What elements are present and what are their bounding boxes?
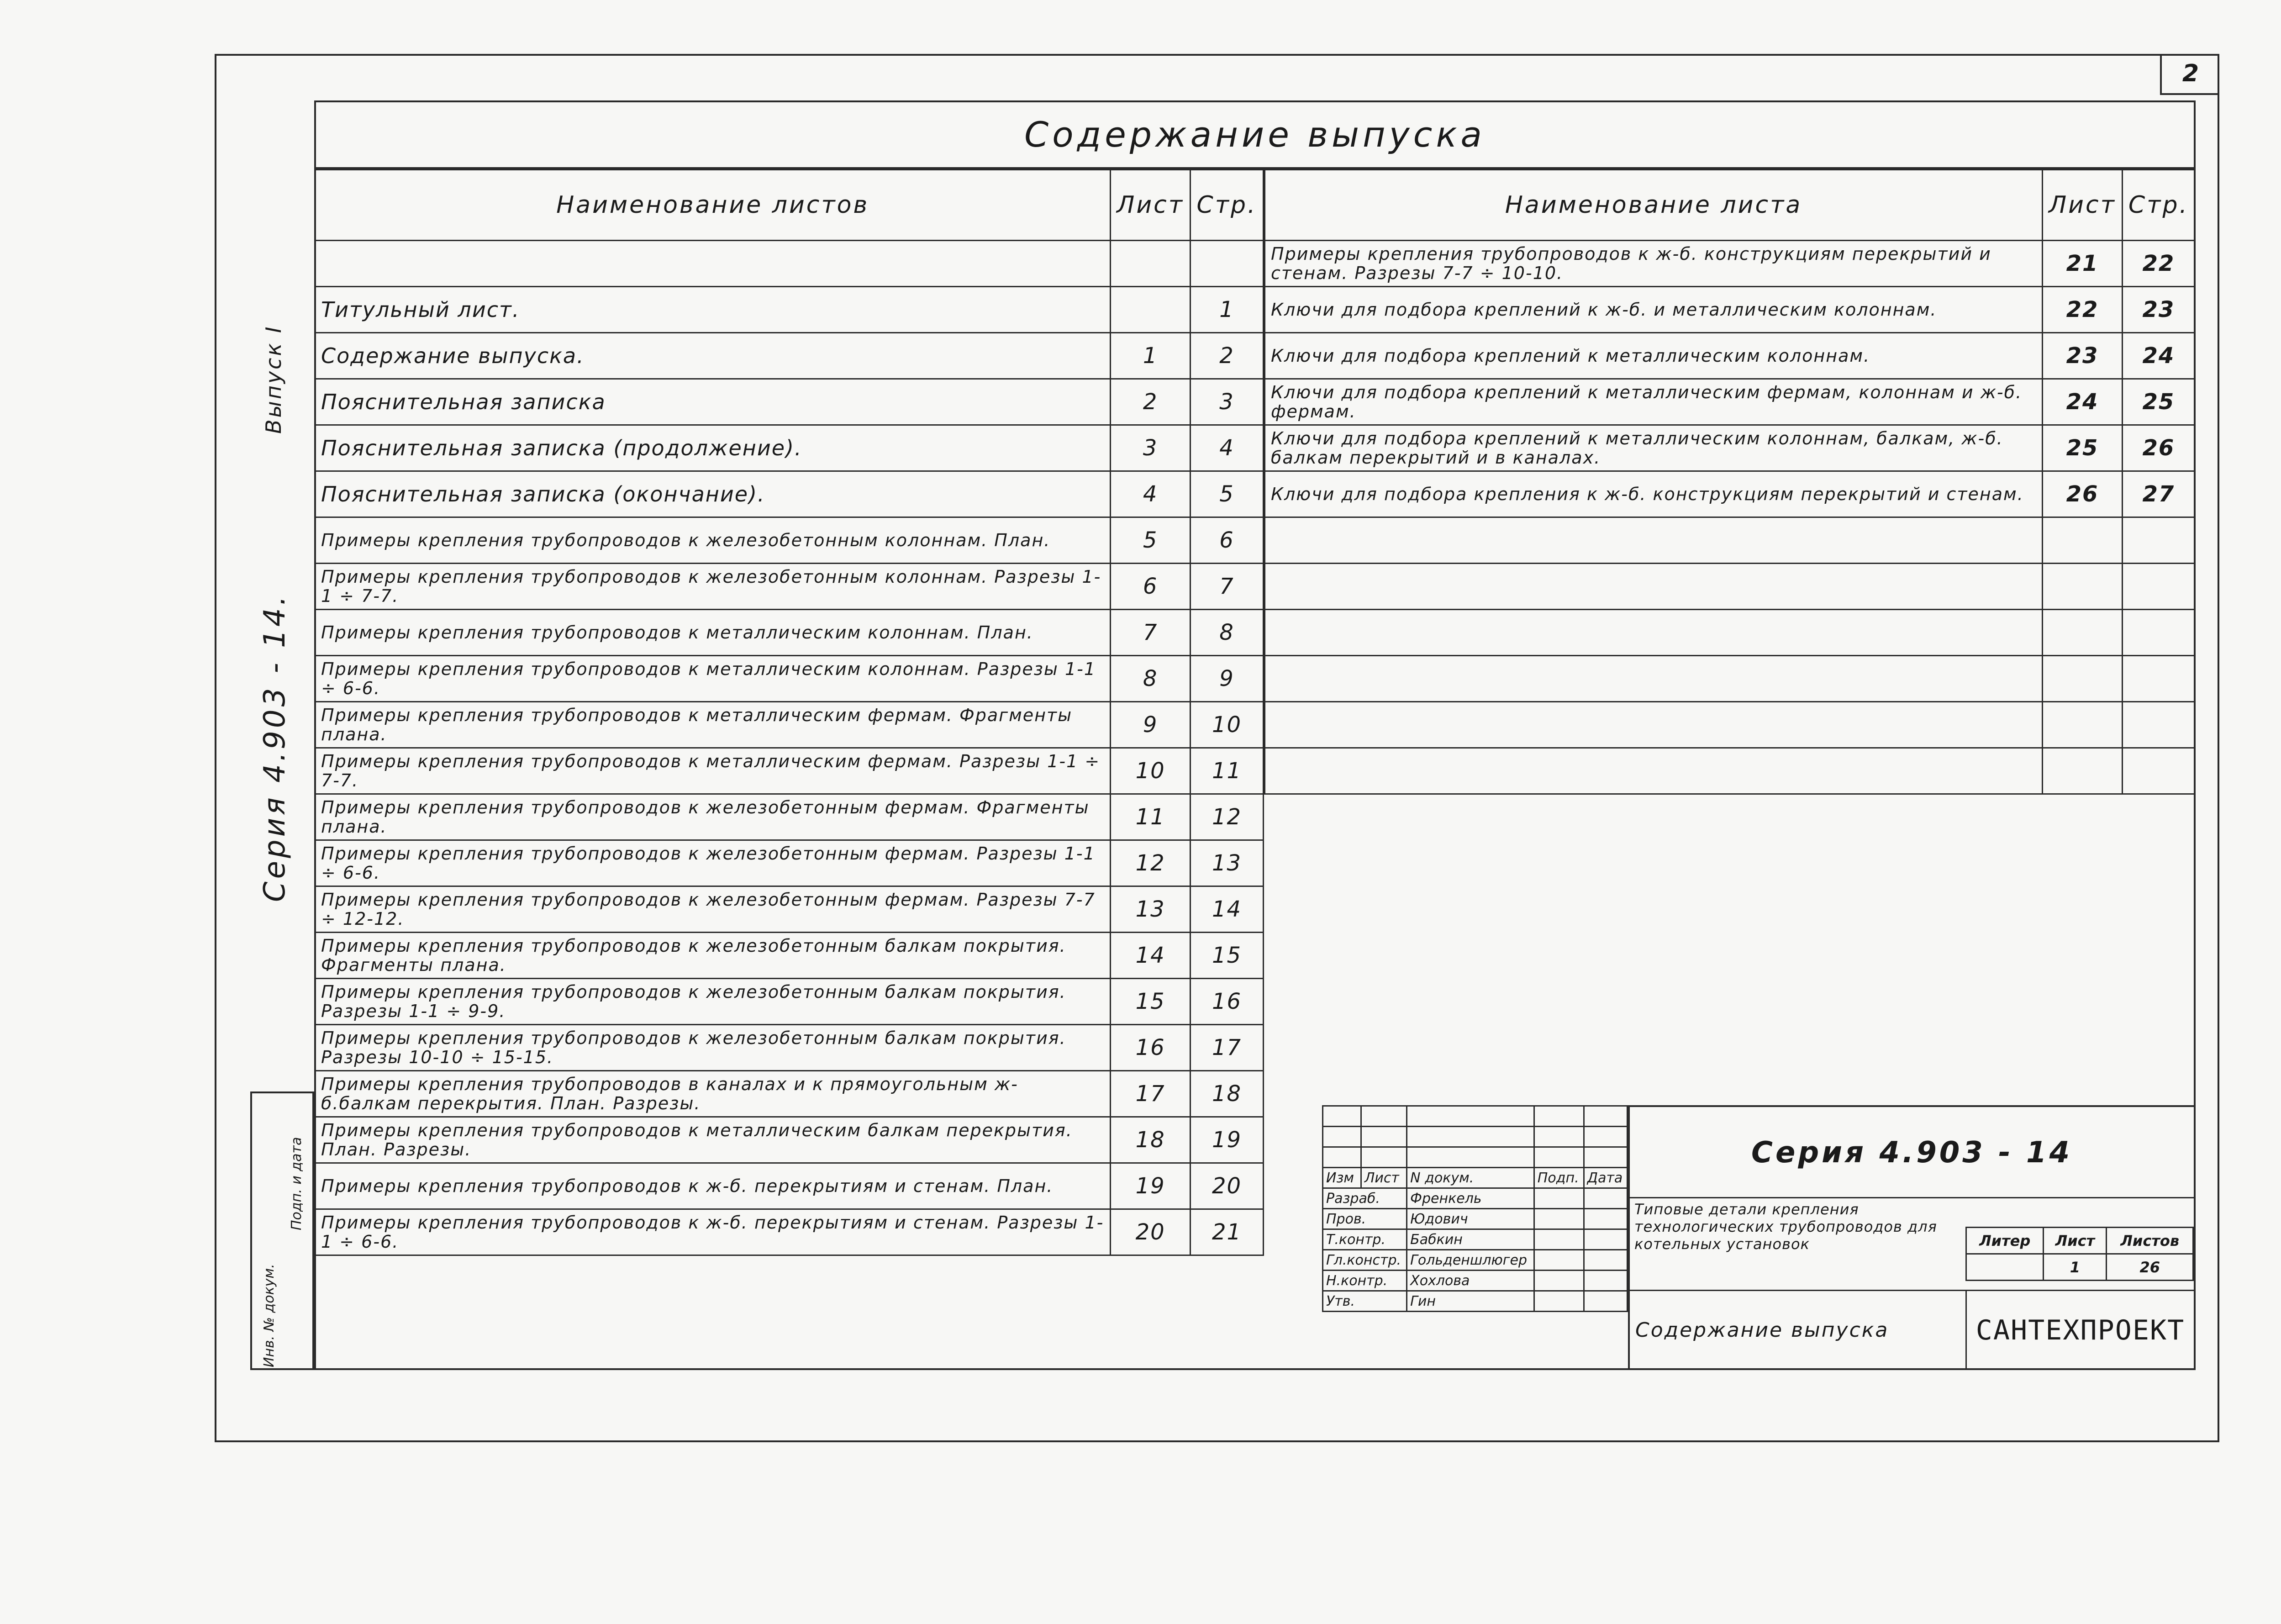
signature	[1534, 1250, 1584, 1271]
cell-name: Содержание выпуска.	[315, 333, 1111, 379]
blank-cell	[1584, 1127, 1627, 1147]
cell-name: Примеры крепления трубопроводов к железобетонным колоннам. Разрезы 1-1 ÷ 7-7.	[315, 564, 1111, 610]
cell-page: 13	[1191, 840, 1264, 886]
cell-sheet: 19	[1111, 1163, 1191, 1209]
cell-sheet	[1111, 241, 1191, 287]
cell-page: 22	[2122, 241, 2195, 287]
series-designation: Серия 4.903 - 14	[1630, 1107, 2194, 1198]
signer-name: Юдович	[1407, 1209, 1534, 1229]
cell-sheet: 1	[1111, 333, 1191, 379]
cell-sheet: 25	[2043, 425, 2123, 471]
cell-page: 3	[1191, 379, 1264, 425]
cell-sheet: 20	[1111, 1209, 1191, 1255]
signer-name: Гольденшлюгер	[1407, 1250, 1534, 1271]
table-row	[315, 886, 1264, 933]
cell-sheet: 15	[1111, 979, 1191, 1025]
table-row	[1265, 471, 2195, 517]
table-row	[1265, 241, 2195, 287]
cell-sheet: 16	[1111, 1025, 1191, 1071]
date-cell	[1584, 1229, 1627, 1250]
cell-page	[2122, 748, 2195, 794]
cell-name: Ключи для подбора креплений к металлическим фермам, колоннам и ж-б. фермам.	[1265, 379, 2043, 425]
cell-sheet	[1111, 287, 1191, 333]
cell-name: Примеры крепления трубопроводов к ж-б. конструкциям перекрытий и стенам. Разрезы 7-7 ÷ 10-10.	[1265, 241, 2043, 287]
series-side-label: Серия 4.903 - 14.	[258, 593, 292, 902]
table-row	[315, 979, 1264, 1025]
cell-sheet	[2043, 610, 2123, 656]
cell-sheet: 11	[1111, 794, 1191, 840]
table-row	[1265, 425, 2195, 471]
cell-name	[1265, 564, 2043, 610]
signer-role: Разраб.	[1323, 1188, 1407, 1209]
cell-sheet: 7	[1111, 610, 1191, 656]
cell-name: Примеры крепления трубопроводов к металлическим балкам перекрытия. План. Разрезы.	[315, 1117, 1111, 1163]
issue-label: Выпуск I	[261, 325, 286, 434]
cell-sheet	[2043, 517, 2123, 564]
signer-row	[1323, 1188, 1628, 1209]
cell-sheet: 23	[2043, 333, 2123, 379]
approval-header-row	[1323, 1168, 1628, 1188]
blank-cell	[1407, 1106, 1534, 1127]
cell-sheet: 22	[2043, 287, 2123, 333]
blank-cell	[1323, 1127, 1361, 1147]
cell-page: 21	[1191, 1209, 1264, 1255]
signer-role: Пров.	[1323, 1209, 1407, 1229]
approval-col-header: Изм	[1323, 1168, 1361, 1188]
date-cell	[1584, 1250, 1627, 1271]
cell-name	[1265, 517, 2043, 564]
cell-name	[315, 241, 1111, 287]
cell-sheet: 3	[1111, 425, 1191, 471]
cell-sheet	[2043, 656, 2123, 702]
cell-page	[2122, 517, 2195, 564]
date-cell	[1584, 1291, 1627, 1312]
table-row	[315, 1117, 1264, 1163]
cell-sheet: 2	[1111, 379, 1191, 425]
col-header-name: Наименование листа	[1265, 170, 2043, 241]
blank-cell	[1361, 1127, 1407, 1147]
cell-name	[1265, 656, 2043, 702]
signature	[1534, 1271, 1584, 1291]
binding-stamp	[250, 1091, 314, 1370]
cell-sheet: 12	[1111, 840, 1191, 886]
litera-value	[1966, 1254, 2044, 1281]
cell-page: 26	[2122, 425, 2195, 471]
cell-page: 23	[2122, 287, 2195, 333]
signer-role: Т.контр.	[1323, 1229, 1407, 1250]
cell-name: Примеры крепления трубопроводов к железобетонным балкам покрытия. Разрезы 1-1 ÷ 9-9.	[315, 979, 1111, 1025]
cell-name: Примеры крепления трубопроводов в каналах и к прямоугольным ж-б.балкам перекрытия. План. Разрезы.	[315, 1071, 1111, 1117]
date-cell	[1584, 1271, 1627, 1291]
cell-page: 14	[1191, 886, 1264, 933]
cell-sheet: 10	[1111, 748, 1191, 794]
sheets-header: Листов	[2107, 1228, 2193, 1254]
blank-cell	[1407, 1127, 1534, 1147]
sheet-value: 1	[2044, 1254, 2107, 1281]
approval-col-header: Дата	[1584, 1168, 1627, 1188]
cell-page: 8	[1191, 610, 1264, 656]
cell-name: Примеры крепления трубопроводов к железобетонным фермам. Разрезы 7-7 ÷ 12-12.	[315, 886, 1111, 933]
blank-cell	[1534, 1127, 1584, 1147]
table-row	[315, 379, 1264, 425]
signer-name: Бабкин	[1407, 1229, 1534, 1250]
cell-page: 15	[1191, 933, 1264, 979]
table-row	[315, 1209, 1264, 1255]
cell-sheet: 4	[1111, 471, 1191, 517]
page-number: 2	[2160, 54, 2219, 95]
cell-page	[2122, 702, 2195, 748]
blank-cell	[1361, 1106, 1407, 1127]
cell-name: Примеры крепления трубопроводов к железобетонным балкам покрытия. Фрагменты плана.	[315, 933, 1111, 979]
approval-table	[1322, 1105, 1628, 1312]
sheets-value: 26	[2107, 1254, 2193, 1281]
table-row	[1265, 610, 2195, 656]
sheet-info-table	[1965, 1227, 2194, 1281]
signer-row	[1323, 1291, 1628, 1312]
cell-sheet: 26	[2043, 471, 2123, 517]
cell-sheet: 9	[1111, 702, 1191, 748]
cell-name: Ключи для подбора креплений к металлическим колоннам, балкам, ж-б. балкам перекрытий и в каналах.	[1265, 425, 2043, 471]
cell-page: 17	[1191, 1025, 1264, 1071]
cell-sheet: 21	[2043, 241, 2123, 287]
cell-page: 27	[2122, 471, 2195, 517]
blank-cell	[1584, 1147, 1627, 1168]
table-row	[315, 425, 1264, 471]
table-row	[315, 1163, 1264, 1209]
table-row	[315, 564, 1264, 610]
sheet-info	[1965, 1227, 2194, 1281]
blank-cell	[1534, 1147, 1584, 1168]
cell-name: Примеры крепления трубопроводов к железобетонным фермам. Разрезы 1-1 ÷ 6-6.	[315, 840, 1111, 886]
table-row	[315, 702, 1264, 748]
table-row	[315, 287, 1264, 333]
cell-page: 12	[1191, 794, 1264, 840]
signer-name: Хохлова	[1407, 1271, 1534, 1291]
cell-sheet	[2043, 748, 2123, 794]
table-row	[315, 1025, 1264, 1071]
col-header-page: Стр.	[1191, 170, 1264, 241]
cell-page	[2122, 610, 2195, 656]
col-header-page: Стр.	[2122, 170, 2195, 241]
table-header-row	[1265, 170, 2195, 241]
cell-sheet: 18	[1111, 1117, 1191, 1163]
title-block-info	[1628, 1105, 2196, 1370]
cell-sheet	[2043, 564, 2123, 610]
blank-cell	[1534, 1106, 1584, 1127]
page-title: Содержание выпуска	[314, 100, 2196, 169]
cell-name: Ключи для подбора креплений к металлическим колоннам.	[1265, 333, 2043, 379]
table-row	[315, 840, 1264, 886]
litera-header: Литер	[1966, 1228, 2044, 1254]
cell-name: Примеры крепления трубопроводов к ж-б. перекрытиям и стенам. План.	[315, 1163, 1111, 1209]
blank-cell	[1323, 1147, 1361, 1168]
blank-row	[1323, 1106, 1628, 1127]
signer-row	[1323, 1250, 1628, 1271]
cell-name	[1265, 702, 2043, 748]
cell-name: Примеры крепления трубопроводов к металлическим фермам. Фрагменты плана.	[315, 702, 1111, 748]
signer-row	[1323, 1209, 1628, 1229]
cell-page: 4	[1191, 425, 1264, 471]
blank-cell	[1407, 1147, 1534, 1168]
signature	[1534, 1229, 1584, 1250]
cell-name: Ключи для подбора крепления к ж-б. конструкциям перекрытий и стенам.	[1265, 471, 2043, 517]
signer-row	[1323, 1229, 1628, 1250]
cell-name: Пояснительная записка (окончание).	[315, 471, 1111, 517]
cell-name: Пояснительная записка (продолжение).	[315, 425, 1111, 471]
signer-role: Н.контр.	[1323, 1271, 1407, 1291]
table-row	[315, 933, 1264, 979]
date-cell	[1584, 1209, 1627, 1229]
signer-role: Гл.констр.	[1323, 1250, 1407, 1271]
signer-name: Гин	[1407, 1291, 1534, 1312]
cell-sheet: 5	[1111, 517, 1191, 564]
table-row	[1265, 287, 2195, 333]
col-header-sheet: Лист	[1111, 170, 1191, 241]
cell-page: 2	[1191, 333, 1264, 379]
table-row	[1265, 702, 2195, 748]
table-row	[1265, 564, 2195, 610]
cell-page: 19	[1191, 1117, 1264, 1163]
col-header-name: Наименование листов	[315, 170, 1111, 241]
cell-page: 16	[1191, 979, 1264, 1025]
table-row	[1265, 748, 2195, 794]
sheet-header: Лист	[2044, 1228, 2107, 1254]
table-row	[315, 1071, 1264, 1117]
cell-name: Примеры крепления трубопроводов к железобетонным колоннам. План.	[315, 517, 1111, 564]
cell-page: 18	[1191, 1071, 1264, 1117]
cell-sheet	[2043, 702, 2123, 748]
cell-name: Примеры крепления трубопроводов к ж-б. перекрытиям и стенам. Разрезы 1-1 ÷ 6-6.	[315, 1209, 1111, 1255]
cell-page: 1	[1191, 287, 1264, 333]
approval-col-header: N докум.	[1407, 1168, 1534, 1188]
cell-page	[1191, 241, 1264, 287]
blank-cell	[1584, 1106, 1627, 1127]
cell-page: 24	[2122, 333, 2195, 379]
table-row	[1265, 656, 2195, 702]
col-header-sheet: Лист	[2043, 170, 2123, 241]
table-row	[315, 333, 1264, 379]
cell-name: Титульный лист.	[315, 287, 1111, 333]
document-subject: Содержание выпуска	[1630, 1290, 1965, 1368]
table-row	[315, 748, 1264, 794]
cell-page: 5	[1191, 471, 1264, 517]
cell-sheet: 14	[1111, 933, 1191, 979]
contents-table-left	[314, 169, 1264, 1256]
cell-name: Примеры крепления трубопроводов к металлическим фермам. Разрезы 1-1 ÷ 7-7.	[315, 748, 1111, 794]
approval-col-header: Подп.	[1534, 1168, 1584, 1188]
table-row	[1265, 333, 2195, 379]
cell-sheet: 8	[1111, 656, 1191, 702]
cell-page: 7	[1191, 564, 1264, 610]
cell-name: Ключи для подбора креплений к ж-б. и металлическим колоннам.	[1265, 287, 2043, 333]
cell-name: Примеры крепления трубопроводов к металлическим колоннам. План.	[315, 610, 1111, 656]
stamp-sign-label: Подп. и дата	[289, 1137, 305, 1230]
cell-sheet: 17	[1111, 1071, 1191, 1117]
table-row	[315, 656, 1264, 702]
table-header-row	[315, 170, 1264, 241]
table-row	[1265, 379, 2195, 425]
cell-sheet: 6	[1111, 564, 1191, 610]
cell-page	[2122, 656, 2195, 702]
blank-cell	[1323, 1106, 1361, 1127]
signature	[1534, 1209, 1584, 1229]
cell-name	[1265, 748, 2043, 794]
signature	[1534, 1291, 1584, 1312]
cell-name	[1265, 610, 2043, 656]
cell-page: 6	[1191, 517, 1264, 564]
approval-grid	[1322, 1105, 1628, 1370]
cell-sheet: 13	[1111, 886, 1191, 933]
approval-col-header: Лист	[1361, 1168, 1407, 1188]
cell-page: 25	[2122, 379, 2195, 425]
cell-name: Пояснительная записка	[315, 379, 1111, 425]
title-block	[1322, 1105, 2196, 1370]
cell-name: Примеры крепления трубопроводов к железобетонным фермам. Фрагменты плана.	[315, 794, 1111, 840]
table-row	[315, 517, 1264, 564]
cell-page: 20	[1191, 1163, 1264, 1209]
table-row	[315, 241, 1264, 287]
signer-row	[1323, 1271, 1628, 1291]
signer-name: Френкель	[1407, 1188, 1534, 1209]
signature	[1534, 1188, 1584, 1209]
stamp-inv-label: Инв. № докум.	[261, 1264, 277, 1367]
table-row	[1265, 517, 2195, 564]
blank-cell	[1361, 1147, 1407, 1168]
cell-name: Примеры крепления трубопроводов к металлическим колоннам. Разрезы 1-1 ÷ 6-6.	[315, 656, 1111, 702]
table-row	[315, 610, 1264, 656]
cell-sheet: 24	[2043, 379, 2123, 425]
contents-table-right	[1264, 169, 2196, 795]
organization-name: САНТЕХПРОЕКТ	[1965, 1290, 2194, 1368]
cell-page: 9	[1191, 656, 1264, 702]
blank-row	[1323, 1127, 1628, 1147]
document-description: Типовые детали крепления технологических трубопроводов для котельных установок	[1634, 1201, 1937, 1253]
cell-page	[2122, 564, 2195, 610]
cell-name: Примеры крепления трубопроводов к железобетонным балкам покрытия. Разрезы 10-10 ÷ 15-15.	[315, 1025, 1111, 1071]
cell-page: 11	[1191, 748, 1264, 794]
table-row	[315, 471, 1264, 517]
cell-page: 10	[1191, 702, 1264, 748]
signer-role: Утв.	[1323, 1291, 1407, 1312]
date-cell	[1584, 1188, 1627, 1209]
blank-row	[1323, 1147, 1628, 1168]
table-row	[315, 794, 1264, 840]
